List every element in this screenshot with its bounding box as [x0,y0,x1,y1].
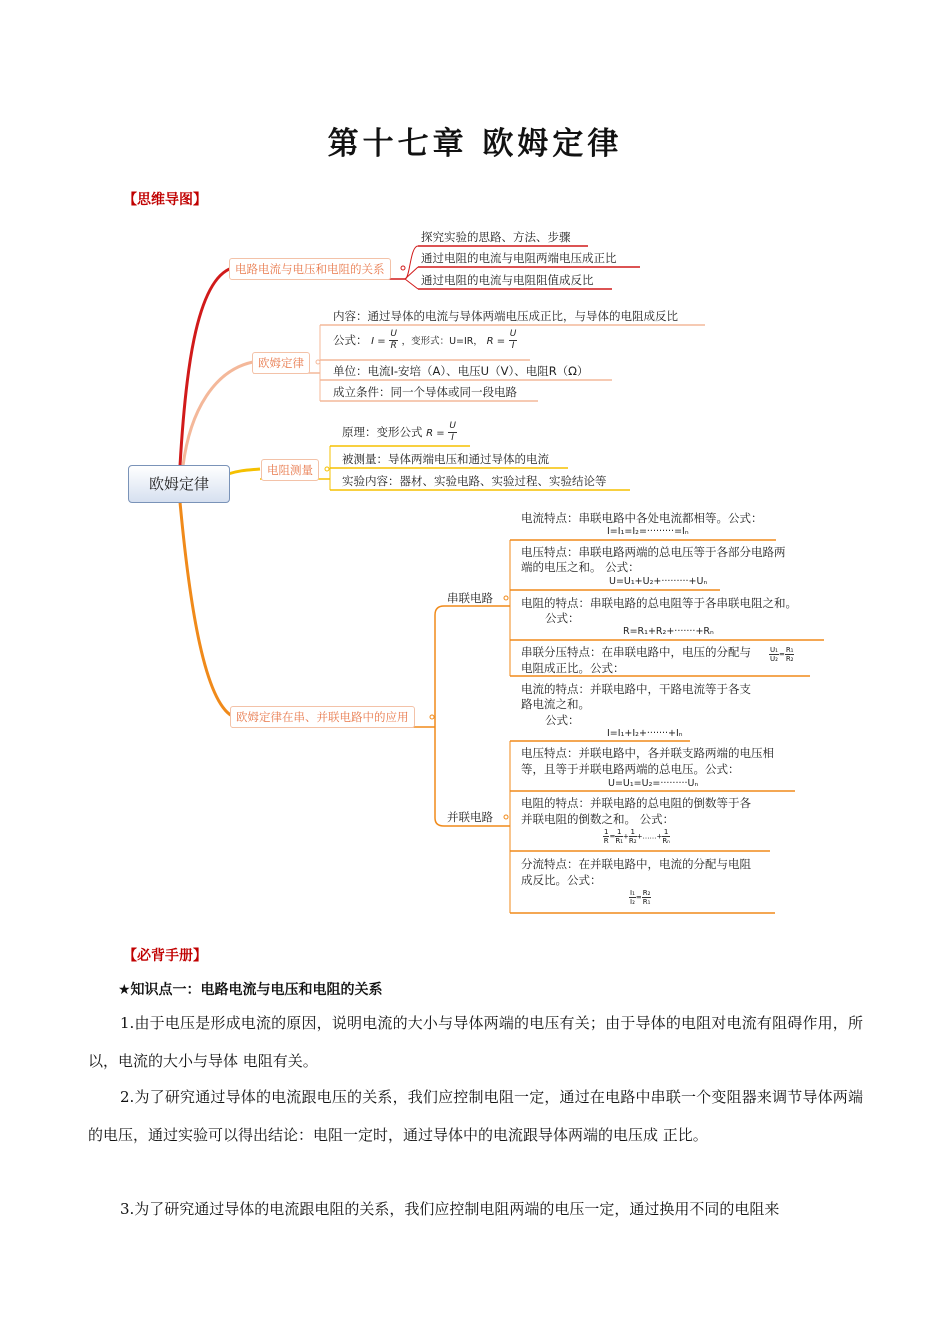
paragraph-3: 3.为了研究通过导体的电流跟电阻的关系，我们应控制电阻两端的电压一定，通过换用不同的电阻来 [120,1200,780,1218]
b3-experiment: 实验内容：器材、实验电路、实验过程、实验结论等 [342,474,607,488]
branch-ohms-law: 欧姆定律 [252,352,310,374]
parallel-voltage-formula: U=U₁=U₂=·········Uₙ [608,778,699,789]
b1-item: 探究实验的思路、方法、步骤 [421,230,571,244]
parallel-current-text: 电流的特点：并联电路中，干路电流等于各支 [521,682,751,696]
series-divider-formula: $\frac{\text{U₁}}{\text{U₂}}=$ $\frac{\text{R₁}}{\text{R₂}}$ [770,646,794,663]
parallel-circuit-label: 并联电路 [447,810,493,824]
parallel-current-text: 路电流之和。 [521,697,590,711]
series-divider-text: 电阻成正比。公式： [521,661,625,675]
parallel-divider-text: 分流特点：在并联电路中，电流的分配与电阻 [521,857,751,871]
mindmap-heading: 【思维导图】 [123,192,207,208]
series-current-text: 电流特点：串联电路中各处电流都相等。公式： [521,511,763,525]
b2-unit: 单位：电流I-安培（A）、电压U（V）、电阻R（Ω） [333,364,589,378]
parallel-voltage-text: 等，且等于并联电路两端的总电压。公式： [521,762,740,776]
b2-condition: 成立条件：同一个导体或同一段电路 [333,385,517,399]
series-voltage-text: 电压特点：串联电路两端的总电压等于各部分电路两 [521,545,786,559]
b1-item: 通过电阻的电流与电阻阻值成反比 [421,273,594,287]
branch-application: 欧姆定律在串、并联电路中的应用 [230,706,415,728]
branch-relation: 电路电流与电压和电阻的关系 [229,258,391,280]
b1-item: 通过电阻的电流与电阻两端电压成正比 [421,251,617,265]
knowledge-point-title: ★知识点一：电路电流与电压和电阻的关系 [118,982,383,998]
paragraph-1: 1.由于电压是形成电流的原因，说明电流的大小与导体两端的电压有关；由于导体的电阻对电流有阻碍作用，所以，电流的大小与导体 电阻有关。 [88,1014,863,1070]
parallel-current-text: 公式： [545,713,580,727]
branch-resistance-measure: 电阻测量 [261,459,319,481]
series-resistance-formula: R=R₁+R₂+·······+Rₙ [623,626,714,637]
parallel-divider-text: 成反比。公式： [521,873,602,887]
mindmap-root: 欧姆定律 [128,465,230,503]
parallel-resistance-text: 并联电阻的倒数之和。 公式： [521,812,675,826]
b3-measured: 被测量：导体两端电压和通过导体的电流 [342,452,549,466]
series-voltage-text: 端的电压之和。 公式： [521,560,640,574]
b2-content: 内容：通过导体的电流与导体两端电压成正比，与导体的电阻成反比 [333,309,678,323]
series-circuit-label: 串联电路 [447,591,493,605]
page-title: 第十七章 欧姆定律 [327,126,623,162]
series-resistance-text: 电阻的特点：串联电路的总电阻等于各串联电阻之和。 [521,596,797,610]
b3-principle: 原理：变形公式 R = $\frac{U}{I}$ [342,421,456,443]
series-voltage-formula: U=U₁+U₂+·········+Uₙ [609,576,708,587]
paragraph-2: 2.为了研究通过导体的电流跟电压的关系，我们应控制电阻一定，通过在电路中串联一个变阻器来调节导体两端的电压，通过实验可以得出结论：电阻一定时，通过导体中的电流跟导体两端的电压成 正比。 [88,1088,863,1144]
series-current-formula: I=I₁=I₂=·········=Iₙ [607,526,689,537]
handbook-heading: 【必背手册】 [123,948,207,964]
parallel-resistance-formula: $\frac{1}{R}=$ $\frac{1}{\text{R₁}}+$ $\frac{1}{\text{R₂}}+\dots\dots+$ $\frac{1}{\text{Rₙ}}$ [603,828,670,845]
parallel-divider-formula: $\frac{\text{I₁}}{\text{I₂}}=$ $\frac{\text{R₂}}{\text{R₁}}$ [630,889,651,906]
b2-formula: 公式： I = $\frac{U}{R}$ ，变形式：U=IR， R = $\frac{U}{I}$ [333,329,517,351]
parallel-voltage-text: 电压特点：并联电路中，各并联支路两端的电压相 [521,746,774,760]
series-divider-text: 串联分压特点：在串联电路中，电压的分配与 [521,645,751,659]
series-resistance-text: 公式： [545,611,580,625]
parallel-current-formula: I=I₁+I₂+·······+Iₙ [607,728,683,739]
parallel-resistance-text: 电阻的特点：并联电路的总电阻的倒数等于各 [521,796,751,810]
